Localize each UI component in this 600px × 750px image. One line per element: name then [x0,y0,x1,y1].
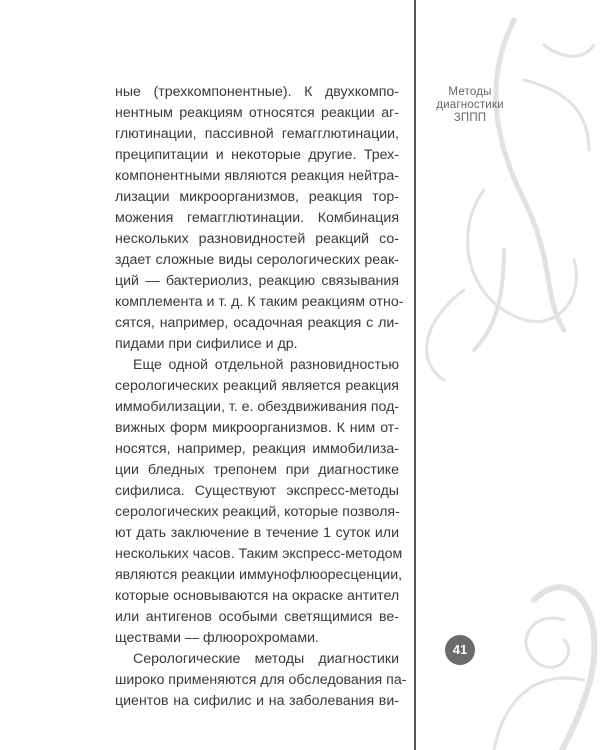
text-line: ют дать заключение в течение 1 суток или [115,525,399,541]
section-title-line: диагностики [436,99,504,111]
text-line: можения гемагглютинации. Комбинация [115,210,399,226]
text-line: ные (трехкомпонентные). К двухкомпо- [115,84,399,100]
text-line: сятся, например, осадочная реакция с ли- [115,315,399,331]
text-line: пидами при сифилисе и др. [115,336,298,352]
text-line: лизации микроорганизмов, реакция тор- [115,189,399,205]
text-line: ществами — флюорохромами. [115,630,319,646]
text-line: глютинации, пассивной гемагглютинации, [115,126,399,142]
text-line: нескольких часов. Таким экспресс-методом [115,546,403,562]
text-line: здает сложные виды серологических реак- [115,252,399,268]
section-title [430,86,510,125]
text-line: ций — бактериолиз, реакцию связывания [115,273,399,289]
text-line: нентным реакциям относятся реакции аг- [115,105,399,121]
text-line: носятся, например, реакция иммобилиза- [115,441,399,457]
text-line: циентов на сифилис и на заболевания ви- [115,693,399,709]
text-line: которые основываются на окраске антител [115,588,400,604]
text-line: или антигенов особыми светящимися ве- [115,609,399,625]
text-line: серологических реакций, которые позволя- [115,504,400,520]
text-line: являются реакции иммунофлюоресценции, [115,567,403,583]
text-line: комплемента и т. д. К таким реакциям отно- [115,294,404,310]
text-line: преципитации и некоторые другие. Трех- [115,147,399,163]
text-line: вижных форм микроорганизмов. К ним от- [115,420,399,436]
page-number-badge: 41 [445,635,475,665]
vertical-divider [414,0,416,750]
text-line: иммобилизации, т. е. обездвиживания под- [115,399,400,415]
text-line: ции бледных трепонем при диагностике [115,462,399,478]
text-line: серологических реакций является реакция [115,378,399,394]
section-title-line: ЗППП [453,112,487,124]
text-line: Еще одной отдельной разновидностью [133,357,399,373]
text-line: широко применяются для обследования па- [115,672,407,688]
section-title-line: Методы [448,86,492,98]
text-line: компонентными являются реакция нейтра- [115,168,399,184]
body-text [115,82,407,712]
text-line: сифилиса. Существуют экспресс-методы [115,483,399,499]
text-line: нескольких разновидностей реакций со- [115,231,399,247]
text-line: Серологические методы диагностики [133,651,399,667]
